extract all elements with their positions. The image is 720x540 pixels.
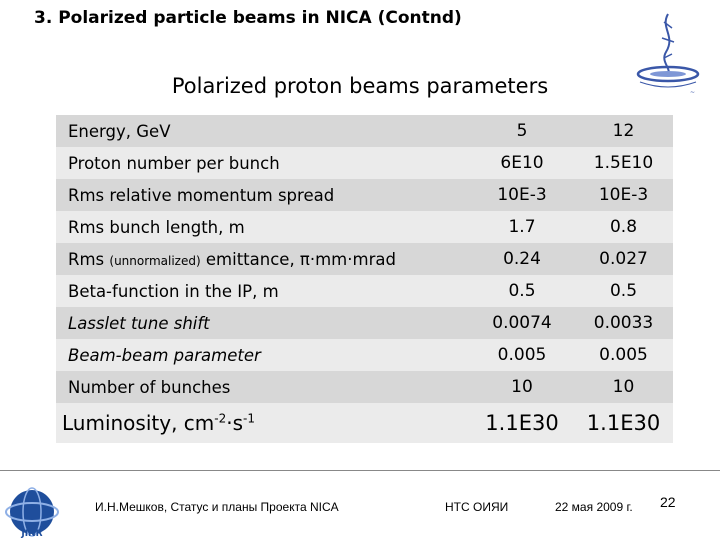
jinr-logo-icon	[0, 480, 64, 540]
footer-author: И.Н.Мешков, Статус и планы Проекта NICA	[95, 500, 339, 514]
table-row	[56, 275, 673, 307]
row-label: Rms relative momentum spread	[68, 185, 335, 205]
value-5gev: 0.005	[497, 345, 547, 365]
jinr-logo-text: JINR	[21, 529, 43, 539]
value-12gev: 1.5E10	[593, 153, 654, 173]
luminosity-dot: ·	[226, 411, 233, 435]
value-12gev: 0.0033	[593, 313, 654, 333]
table-row	[56, 147, 673, 179]
row-label: Beam-beam parameter	[68, 345, 261, 365]
row-label: Lasslet tune shift	[68, 313, 210, 333]
value-5gev: 0.24	[503, 249, 541, 269]
parameters-table	[56, 115, 673, 443]
page-number: 22	[660, 494, 676, 510]
row-label: Energy, GeV	[68, 121, 171, 141]
luminosity-s: s	[232, 411, 244, 435]
subtitle: Polarized proton beams parameters	[171, 74, 549, 98]
row-label	[56, 243, 470, 275]
table-row	[56, 339, 673, 371]
luminosity-5gev: 1.1E30	[485, 411, 559, 435]
value-5gev: 10	[511, 377, 533, 397]
value-12gev: 0.027	[599, 249, 648, 269]
value-5gev: 0.5	[508, 281, 536, 301]
value-5gev: 6E10	[500, 153, 544, 173]
value-5gev: 0.0074	[492, 313, 552, 333]
luminosity-label-base: Luminosity, cm	[62, 411, 215, 435]
luminosity-row	[56, 403, 673, 443]
table-row	[56, 211, 673, 243]
row-label: Number of bunches	[68, 377, 231, 397]
value-5gev: 5	[516, 121, 528, 141]
row-label-pre: Rms	[68, 249, 105, 269]
row-label-post: emittance, π·mm·mrad	[205, 249, 396, 269]
value-5gev: 1.7	[508, 217, 536, 237]
luminosity-12gev: 1.1E30	[586, 411, 661, 435]
table-row	[56, 243, 673, 275]
row-label: Rms bunch length, m	[68, 217, 245, 237]
footer-divider	[0, 470, 720, 471]
luminosity-label	[56, 403, 470, 443]
footer-date: 22 мая 2009 г.	[555, 500, 633, 514]
table-row	[56, 115, 673, 147]
row-label: Beta-function in the IP, m	[68, 281, 279, 301]
footer-center: НТС ОИЯИ	[445, 500, 509, 514]
luminosity-exp1: -2	[214, 411, 227, 426]
value-12gev: 10E-3	[598, 185, 649, 205]
row-label: Proton number per bunch	[68, 153, 280, 173]
value-5gev: 10E-3	[497, 185, 547, 205]
luminosity-exp2: -1	[243, 411, 255, 426]
value-12gev: 0.5	[609, 281, 638, 301]
value-12gev: 12	[612, 121, 635, 141]
value-12gev: 0.005	[599, 345, 648, 365]
table-row	[56, 371, 673, 403]
value-12gev: 10	[612, 377, 635, 397]
table-row	[56, 307, 673, 339]
row-label-note: (unnormalized)	[109, 253, 201, 268]
svg-text:~: ~	[690, 89, 696, 96]
value-12gev: 0.8	[609, 217, 638, 237]
table-row	[56, 179, 673, 211]
slide-title: 3. Polarized particle beams in NICA (Contnd)	[34, 8, 462, 28]
